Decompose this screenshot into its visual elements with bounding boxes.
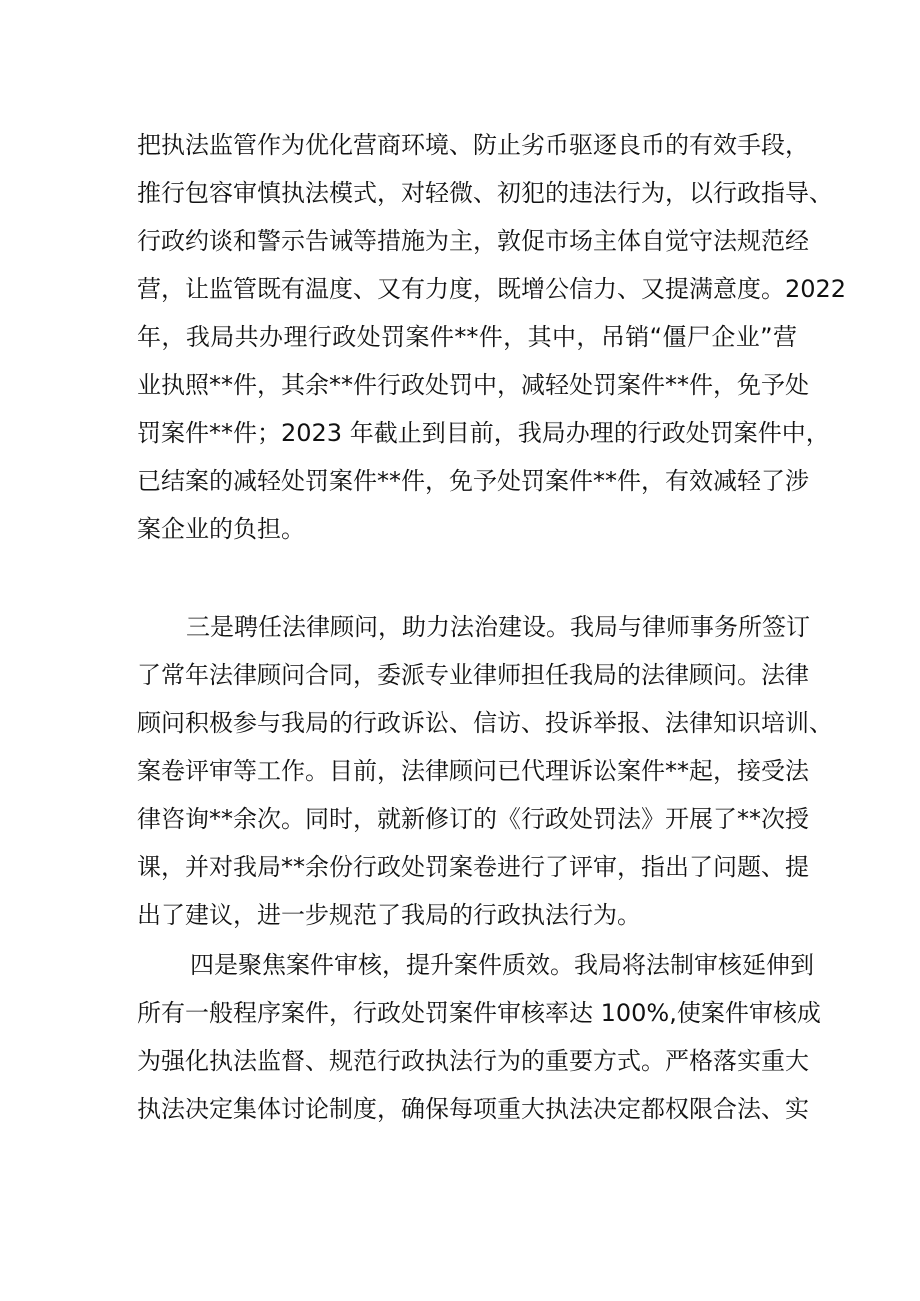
paragraph-line: 罚案件**件；2023 年截止到目前，我局办理的行政处罚案件中， <box>137 419 830 447</box>
paragraph-line: 课，并对我局**余份行政处罚案卷进行了评审，指出了问题、提 <box>137 853 809 881</box>
paragraph-line: 年，我局共办理行政处罚案件**件，其中，吊销“僵尸企业”营 <box>137 323 797 351</box>
paragraph-line: 案企业的负担。 <box>137 515 305 543</box>
paragraph-line: 执法决定集体讨论制度，确保每项重大执法决定都权限合法、实 <box>137 1095 809 1123</box>
paragraph-line: 出了建议，进一步规范了我局的行政执法行为。 <box>137 901 641 929</box>
paragraph-line: 为强化执法监督、规范行政执法行为的重要方式。严格落实重大 <box>137 1047 809 1075</box>
paragraph-line: 营，让监管既有温度、又有力度，既增公信力、又提满意度。2022 <box>137 275 847 303</box>
paragraph-line: 案卷评审等工作。目前，法律顾问已代理诉讼案件**起，接受法 <box>137 757 809 785</box>
paragraph-line: 把执法监管作为优化营商环境、防止劣币驱逐良币的有效手段， <box>137 131 809 159</box>
paragraph-line: 顾问积极参与我局的行政诉讼、信访、投诉举报、法律知识培训、 <box>137 709 833 737</box>
paragraph-line: 四是聚焦案件审核，提升案件质效。我局将法制审核延伸到 <box>190 951 814 979</box>
paragraph-line: 行政约谈和警示告诫等措施为主，敦促市场主体自觉守法规范经 <box>137 227 809 255</box>
paragraph-line: 三是聘任法律顾问，助力法治建设。我局与律师事务所签订 <box>186 613 810 641</box>
paragraph-line: 律咨询**余次。同时，就新修订的《行政处罚法》开展了**次授 <box>137 805 809 833</box>
paragraph-line: 所有一般程序案件，行政处罚案件审核率达 100%,使案件审核成 <box>137 999 821 1027</box>
paragraph-line: 业执照**件，其余**件行政处罚中，减轻处罚案件**件，免予处 <box>137 371 809 399</box>
paragraph-line: 了常年法律顾问合同，委派专业律师担任我局的法律顾问。法律 <box>137 661 809 689</box>
paragraph-line: 已结案的减轻处罚案件**件，免予处罚案件**件，有效减轻了涉 <box>137 467 809 495</box>
paragraph-line: 推行包容审慎执法模式，对轻微、初犯的违法行为，以行政指导、 <box>137 179 833 207</box>
